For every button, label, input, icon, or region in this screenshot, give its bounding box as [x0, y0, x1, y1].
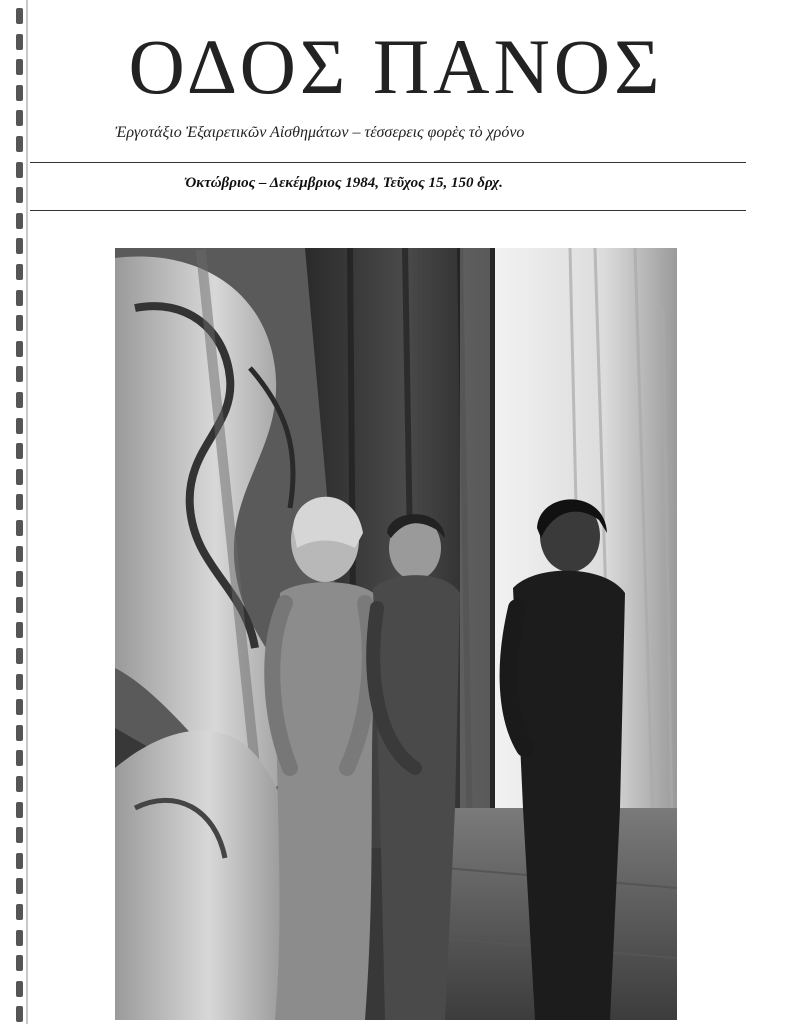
top-rule [30, 162, 746, 163]
binding-ring [16, 520, 23, 536]
binding-ring [16, 546, 23, 562]
binding-ring [16, 315, 23, 331]
binding-ring [16, 392, 23, 408]
binding-ring [16, 162, 23, 178]
binding-ring [16, 750, 23, 766]
binding-ring [16, 699, 23, 715]
binding-ring [16, 136, 23, 152]
binding-ring [16, 494, 23, 510]
magazine-subtitle: Ἐργοτάξιο Ἐξαιρετικῶν Αἰσθημάτων – τέσσερεις φορὲς τὸ χρόνο [115, 124, 525, 141]
binding-ring [16, 674, 23, 690]
issue-line: Ὀκτώβριος – Δεκέμβριος 1984, Τεῦχος 15, 150 δρχ. [184, 175, 503, 191]
binding-ring [16, 469, 23, 485]
binding-ring [16, 904, 23, 920]
binding-ring [16, 622, 23, 638]
magazine-title: ΟΔΟΣ ΠΑΝΟΣ [128, 23, 664, 110]
binding-ring [16, 290, 23, 306]
binding-ring [16, 8, 23, 24]
binding-ring [16, 802, 23, 818]
binding-ring [16, 366, 23, 382]
binding-ring [16, 187, 23, 203]
binding-ring [16, 418, 23, 434]
binding-ring [16, 853, 23, 869]
binding-ring [16, 110, 23, 126]
binding-ring [16, 213, 23, 229]
binding-ring [16, 648, 23, 664]
cover-photograph-image [115, 248, 677, 1020]
binding-ring [16, 341, 23, 357]
binding-ring [16, 1006, 23, 1022]
binding-ring [16, 776, 23, 792]
binding-ring [16, 597, 23, 613]
binding-ring [16, 443, 23, 459]
binding-ring [16, 571, 23, 587]
binding-ring [16, 264, 23, 280]
binding-ring [16, 878, 23, 894]
bottom-rule [30, 210, 746, 211]
binding-ring [16, 930, 23, 946]
binding-ring [16, 955, 23, 971]
binding-ring [16, 725, 23, 741]
binding-ring [16, 981, 23, 997]
binding-ring [16, 238, 23, 254]
binding-ring [16, 827, 23, 843]
spiral-binding-icon [16, 0, 30, 1024]
binding-edge [26, 0, 28, 1024]
cover-photograph [115, 248, 677, 1020]
